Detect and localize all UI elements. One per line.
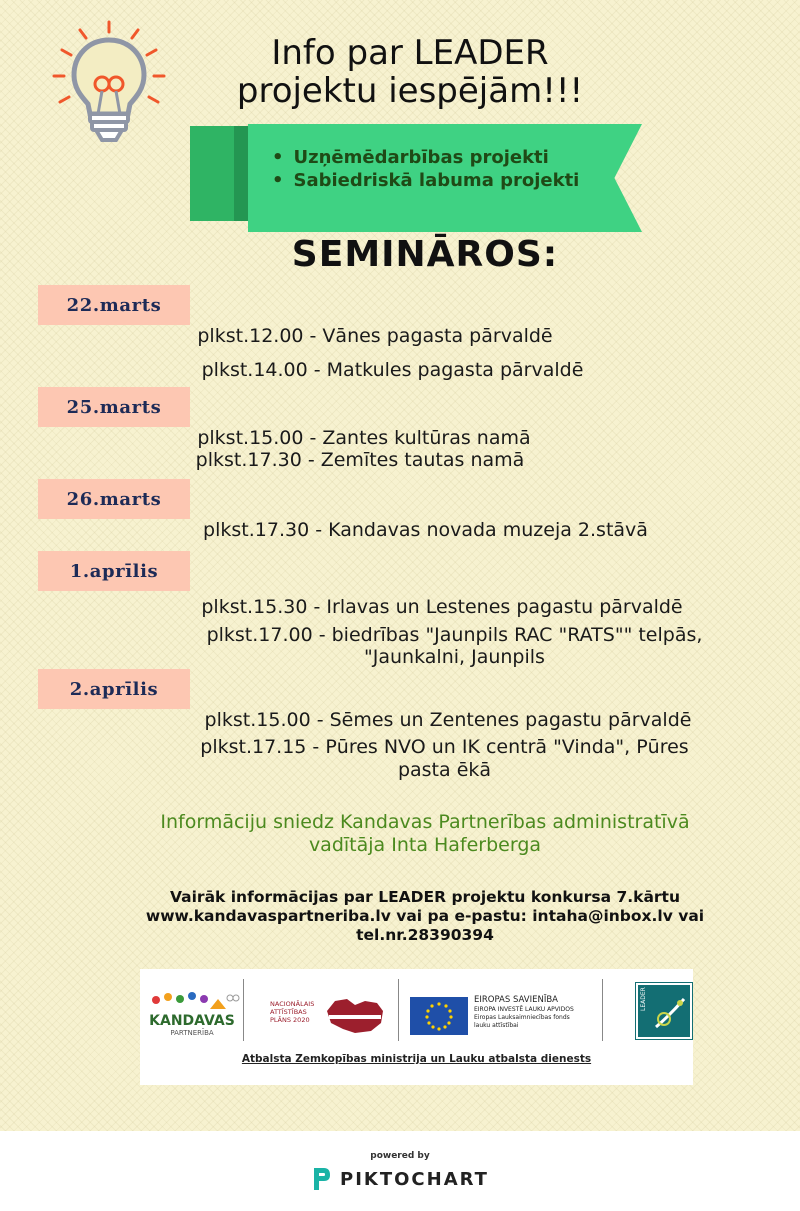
kandava-logo-subtext: PARTNERĪBA	[170, 1029, 214, 1037]
latvia-map-icon	[325, 997, 385, 1035]
more-info-link[interactable]: www.kandavaspartneriba.lv vai pa e-pastu: intaha@inbox.lv vai	[145, 907, 705, 925]
event-line: plkst.14.00 - Matkules pagasta pārvaldē	[201, 359, 584, 381]
date-label: 2.aprīlis	[38, 669, 190, 709]
more-info	[110, 888, 740, 945]
eu-line: EIROPA INVESTĒ LAUKU APVIDOS	[474, 1006, 574, 1013]
eu-line: Eiropas Lauksaimniecības fonds	[474, 1014, 570, 1021]
title-line-1: Info par LEADER	[271, 33, 549, 73]
section-title: SEMINĀROS:	[291, 234, 559, 275]
date-label: 1.aprīlis	[38, 551, 190, 591]
lightbulb-icon	[48, 18, 170, 148]
nap-line: NACIONĀLAIS	[270, 1000, 315, 1008]
kandava-logo-text: KANDAVAS	[149, 1013, 235, 1029]
eu-flag-icon	[410, 997, 468, 1035]
divider	[398, 979, 399, 1041]
page-title	[180, 34, 640, 110]
ribbon-fold	[234, 126, 250, 221]
contact-info-line: Informāciju sniedz Kandavas Partnerības administratīvā	[160, 811, 690, 833]
project-type-item: • Sabiedriskā labuma projekti	[272, 169, 579, 192]
eu-title: EIROPAS SAVIENĪBA	[474, 995, 558, 1005]
sponsor-caption: Atbalsta Zemkopības ministrija un Lauku atbalsta dienests	[241, 1053, 592, 1065]
leader-logo	[636, 983, 692, 1039]
event-line: plkst.17.00 - biedrības "Jaunpils RAC "RATS"" telpās,	[206, 624, 703, 646]
nap-line: PLĀNS 2020	[270, 1016, 310, 1024]
piktochart-brand-text: PIKTOCHART	[340, 1168, 489, 1190]
nap-line: ATTĪSTĪBAS	[270, 1008, 307, 1016]
footer	[0, 1131, 800, 1211]
date-label: 25.marts	[38, 387, 190, 427]
title-line-2: projektu iespējām!!!	[236, 71, 584, 111]
sponsor-logos	[140, 969, 693, 1085]
eu-line: lauku attīstībai	[474, 1022, 519, 1029]
project-type-list	[272, 146, 579, 192]
event-line: plkst.15.00 - Sēmes un Zentenes pagastu pārvaldē	[204, 709, 692, 731]
more-info-line: tel.nr.28390394	[356, 926, 494, 944]
event-line: pasta ēkā	[397, 759, 492, 781]
more-info-line: Vairāk informācijas par LEADER projektu konkursa 7.kārtu	[170, 888, 680, 906]
event-line: plkst.15.00 - Zantes kultūras namā	[197, 427, 531, 449]
eu-logo	[410, 995, 600, 1035]
leader-logo-text: LEADER	[640, 987, 647, 1011]
event-line: plkst.12.00 - Vānes pagasta pārvaldē	[197, 325, 553, 347]
divider	[602, 979, 603, 1041]
kandava-partneriba-logo	[144, 991, 240, 1041]
event-line: "Jaunkalni, Jaunpils	[364, 646, 545, 668]
date-label: 22.marts	[38, 285, 190, 325]
nap-2020-logo	[270, 997, 390, 1041]
piktochart-logo-icon	[310, 1166, 332, 1192]
piktochart-brand[interactable]	[310, 1165, 500, 1193]
date-label: 26.marts	[38, 479, 190, 519]
powered-by-label: powered by	[370, 1151, 430, 1161]
event-line: plkst.15.30 - Irlavas un Lestenes pagastu pārvaldē	[201, 596, 683, 618]
event-line: plkst.17.30 - Kandavas novada muzeja 2.stāvā	[203, 519, 648, 541]
event-line: plkst.17.15 - Pūres NVO un IK centrā "Vinda", Pūres	[200, 736, 689, 758]
divider	[243, 979, 244, 1041]
contact-info	[110, 811, 740, 857]
contact-info-line: vadītāja Inta Haferberga	[308, 834, 542, 856]
project-type-item: • Uzņēmēdarbības projekti	[272, 146, 579, 169]
event-line: plkst.17.30 - Zemītes tautas namā	[195, 449, 525, 471]
